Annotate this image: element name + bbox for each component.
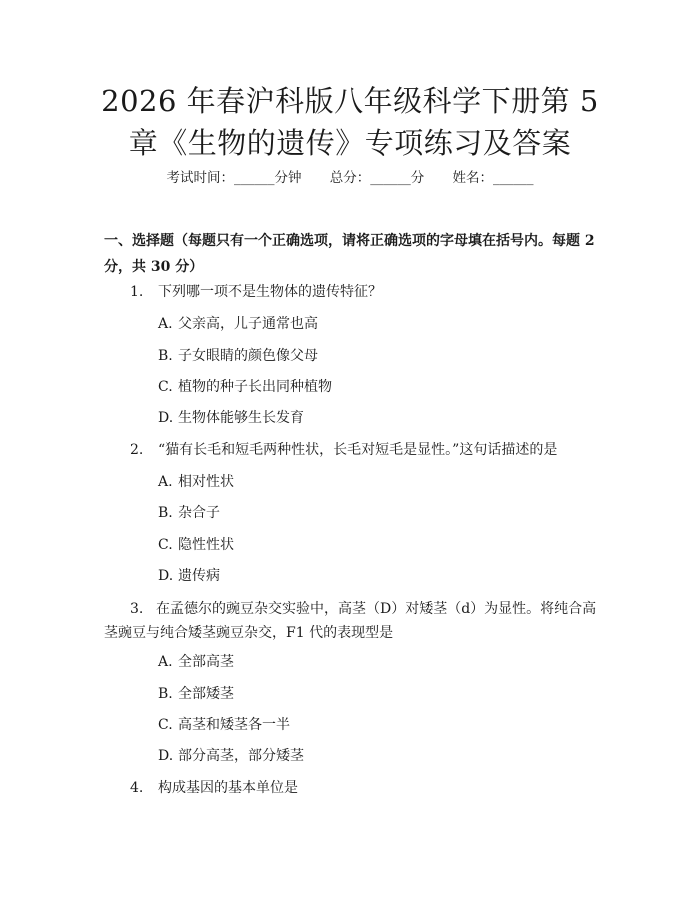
option-3d	[158, 746, 304, 766]
document-title: 2026 年春沪科版八年级科学下册第 5 章《生物的遗传》专项练习及答案	[101, 84, 599, 160]
option-2c	[158, 535, 234, 555]
section-heading: 一、选择题（每题只有一个正确选项，请将正确选项的字母填在括号内。每题 2 分，共 30 分）	[104, 233, 595, 275]
option-letter: B.	[158, 686, 173, 702]
question-text: 构成基因的基本单位是	[158, 780, 298, 796]
option-text: 子女眼睛的颜色像父母	[178, 348, 318, 364]
option-text: 父亲高，儿子通常也高	[178, 316, 318, 332]
question-text: 下列哪一项不是生物体的遗传特征？	[158, 284, 382, 300]
exam-time: 考试时间：______分钟	[166, 170, 302, 186]
option-letter: B.	[158, 505, 173, 521]
option-letter: C.	[158, 537, 173, 553]
option-letter: C.	[158, 717, 173, 733]
option-text: 全部高茎	[178, 654, 234, 670]
exam-name: 姓名：______	[452, 170, 534, 186]
question-number: 4.	[130, 780, 144, 796]
option-text: 隐性性状	[178, 537, 234, 553]
question-3	[104, 597, 600, 645]
option-letter: D.	[158, 748, 174, 764]
option-text: 生物体能够生长发育	[178, 410, 304, 426]
option-text: 全部矮茎	[178, 686, 234, 702]
option-3b	[158, 684, 234, 704]
question-4	[130, 776, 298, 800]
option-text: 部分高茎，部分矮茎	[178, 748, 304, 764]
option-letter: A.	[158, 474, 173, 490]
option-1c	[158, 377, 332, 397]
option-3a	[158, 652, 234, 672]
exam-info	[0, 168, 700, 188]
option-letter: A.	[158, 316, 173, 332]
question-text: 在孟德尔的豌豆杂交实验中，高茎（D）对矮茎（d）为显性。将纯合高茎豌豆与纯合矮茎豌豆杂交，F1 代的表现型是	[104, 601, 597, 641]
option-1d	[158, 408, 304, 428]
option-1b	[158, 346, 318, 366]
question-number: 3.	[130, 601, 144, 617]
option-2b	[158, 503, 220, 523]
option-letter: D.	[158, 410, 174, 426]
option-letter: D.	[158, 568, 174, 584]
option-text: 相对性状	[178, 474, 234, 490]
question-2	[130, 438, 557, 462]
option-text: 植物的种子长出同种植物	[178, 379, 332, 395]
option-3c	[158, 715, 290, 735]
option-1a	[158, 314, 318, 334]
exam-score: 总分：______分	[329, 170, 425, 186]
option-letter: A.	[158, 654, 173, 670]
option-letter: C.	[158, 379, 173, 395]
question-number: 1.	[130, 284, 144, 300]
option-text: 杂合子	[178, 505, 220, 521]
option-letter: B.	[158, 348, 173, 364]
option-2d	[158, 566, 220, 586]
option-text: 高茎和矮茎各一半	[178, 717, 290, 733]
question-number: 2.	[130, 442, 144, 458]
option-text: 遗传病	[178, 568, 220, 584]
question-text: “猫有长毛和短毛两种性状，长毛对短毛是显性。”这句话描述的是	[158, 442, 558, 458]
option-2a	[158, 472, 234, 492]
question-1	[130, 280, 382, 304]
